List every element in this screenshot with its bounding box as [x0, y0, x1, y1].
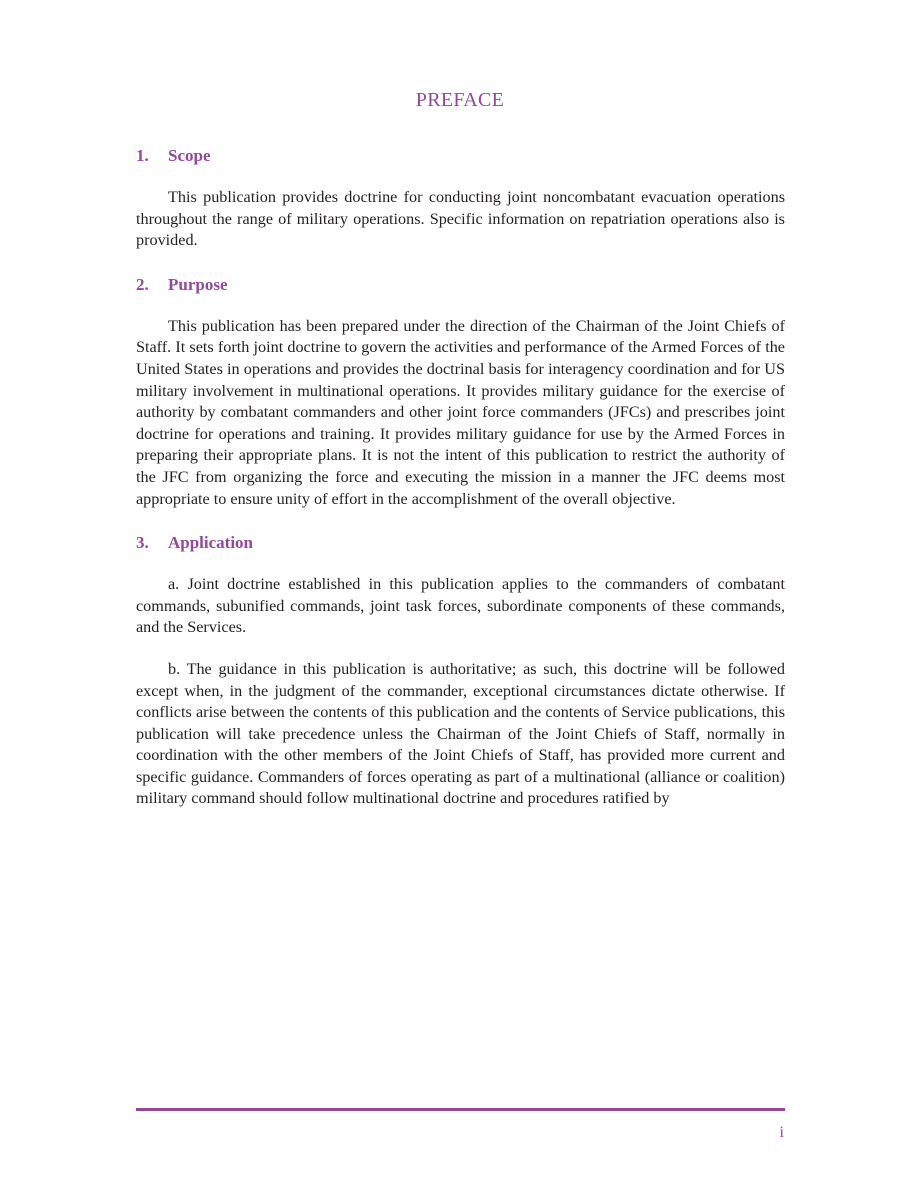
section-title: Application: [168, 533, 254, 553]
paragraph-scope: This publication provides doctrine for conducting joint noncombatant evacuation operations throughout the range of military operations. Specific information on repatriation operations also is provided.: [136, 188, 785, 250]
page-number: i: [779, 1124, 784, 1141]
section-number: 2.: [136, 274, 149, 294]
section-title: Scope: [168, 146, 211, 165]
paragraph-purpose: This publication has been prepared under the direction of the Chairman of the Joint Chiefs of Staff. It sets forth joint doctrine to govern the activities and performance of the Armed Forces of the United States in operations and provides the doctrinal basis for interagency coordination and for US military involvement in multinational operations. It provides military guidance for the exercise of authority by combatant commanders and other joint force commanders (JFCs) and prescribes joint doctrine for operations and training. It provides military guidance for use by the Armed Forces in preparing their appropriate plans. It is not the intent of this publication to restrict the authority of the JFC from organizing the force and executing the mission in a manner the JFC deems most appropriate to ensure unity of effort in the accomplishment of the overall objective.: [136, 316, 785, 508]
paragraph-application-b: b. The guidance in this publication is authoritative; as such, this doctrine will be followed except when, in the judgment of the commander, exceptional circumstances dictate otherwise. If conflicts arise between the contents of this publication and the contents of Service publications, this publication will take precedence unless the Chairman of the Joint Chiefs of Staff, normally in coordination with the other members of the Joint Chiefs of Staff, has provided more current and specific guidance. Commanders of forces operating as part of a multinational (alliance or coalition) military command should follow multinational doctrine and procedures ratified by: [136, 659, 785, 808]
section-heading-scope: [136, 144, 785, 168]
section-number: 1.: [136, 146, 149, 165]
section-heading-application: [136, 531, 785, 555]
footer-divider: [136, 1108, 785, 1111]
section-number: 3.: [136, 533, 149, 553]
page-title: PREFACE: [415, 89, 505, 111]
paragraph-application-a: a. Joint doctrine established in this publication applies to the commanders of combatant commands, subunified commands, joint task forces, subordinate components of these commands, and the Services.: [136, 575, 785, 637]
section-title: Purpose: [168, 274, 228, 294]
section-heading-purpose: [136, 273, 785, 297]
preface-content: [136, 144, 785, 830]
